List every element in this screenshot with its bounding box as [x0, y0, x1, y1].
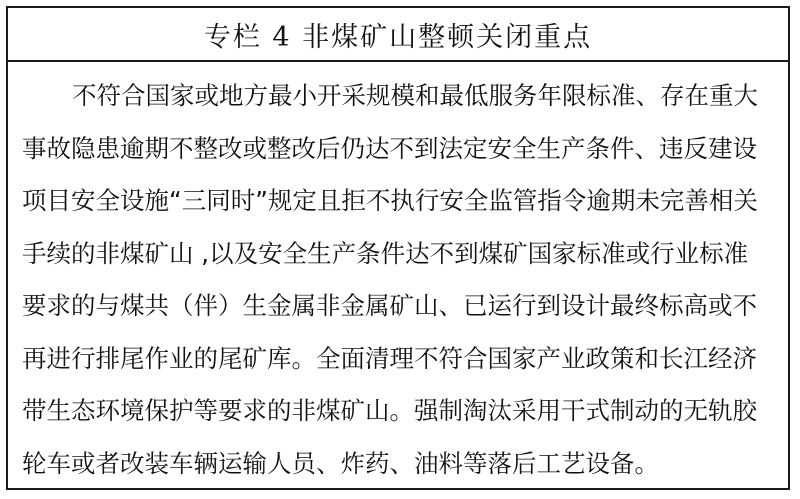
- box-title: 专栏 4 非煤矿山整顿关闭重点: [203, 21, 593, 53]
- box-body: [8, 62, 788, 490]
- paragraph-line-7: 带生态环境保护等要求的非煤矿山。强制淘汰采用干式制动的无轨胶: [22, 396, 757, 425]
- paragraph-line-8: 轮车或者改装车辆运输人员、炸药、油料等落后工艺设备。: [22, 448, 659, 478]
- paragraph-line-5: 要求的与煤共（伴）生金属非金属矿山、已运行到设计最终标高或不: [22, 291, 757, 320]
- paragraph-line-1: 不符合国家或地方最小开采规模和最低服务年限标准、存在重大: [72, 81, 758, 110]
- paragraph-line-3: 项目安全设施“三同时”规定且拒不执行安全监管指令逾期未完善相关: [22, 186, 758, 215]
- paragraph-line-6: 再进行排尾作业的尾矿库。全面清理不符合国家产业政策和长江经济: [22, 343, 757, 373]
- paragraph-line-2: 事故隐患逾期不整改或整改后仍达不到法定安全生产条件、违反建设: [22, 133, 757, 163]
- feature-box: [6, 6, 790, 490]
- paragraph-line-4: 手续的非煤矿山 ,以及安全生产条件达不到煤矿国家标准或行业标准: [22, 238, 749, 268]
- title-row: [8, 8, 788, 62]
- body-paragraph: [22, 70, 778, 490]
